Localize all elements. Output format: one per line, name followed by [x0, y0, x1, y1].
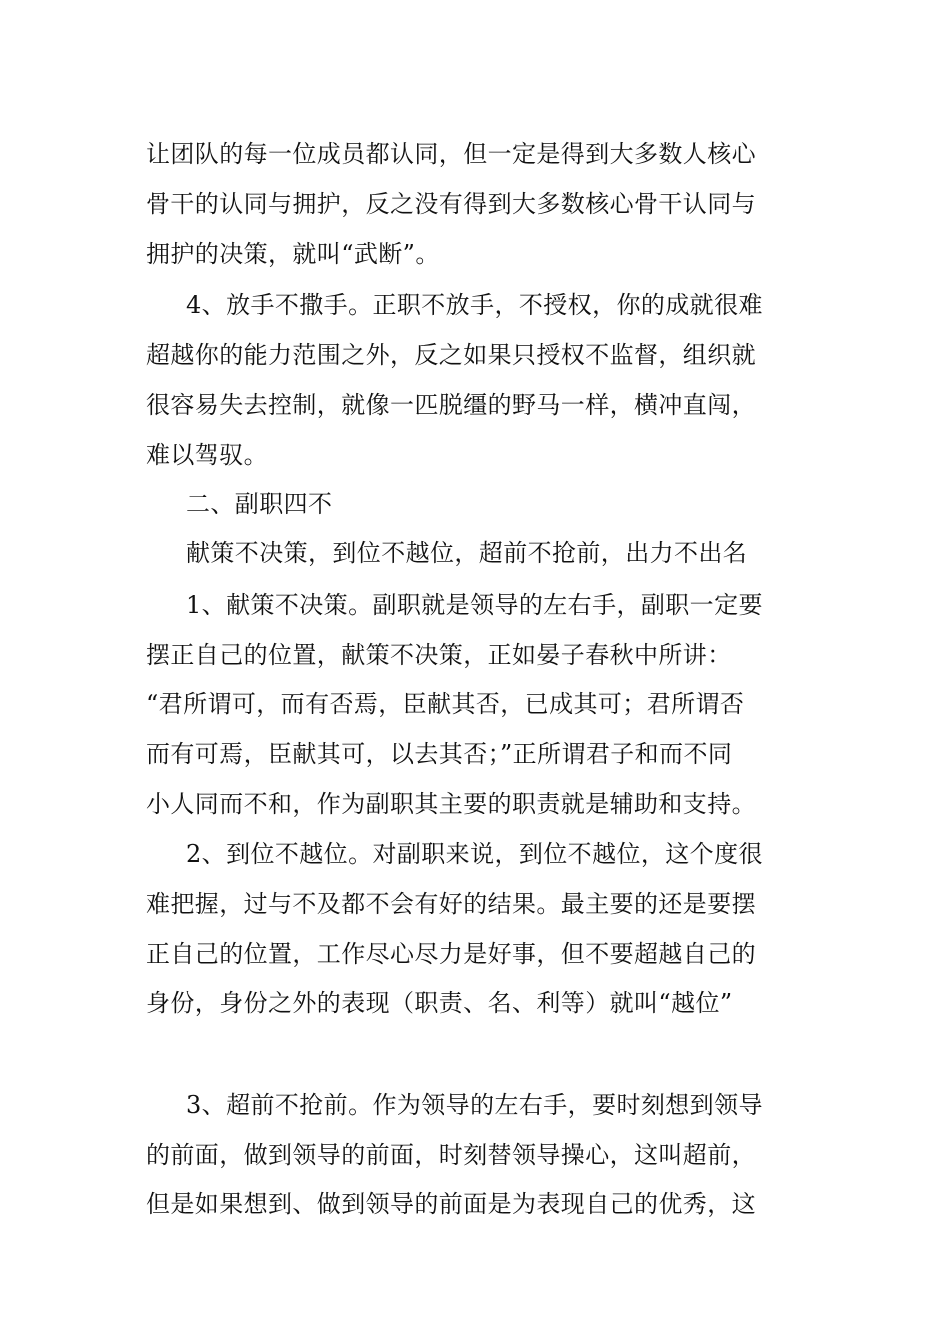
text-line: 2、到位不越位。对副职来说，到位不越位，这个度很	[186, 840, 763, 868]
text-line: 难以驾驭。	[146, 441, 268, 469]
text-line: 3、超前不抢前。作为领导的左右手，要时刻想到领导	[186, 1091, 763, 1119]
text-line: 但是如果想到、做到领导的前面是为表现自己的优秀，这	[146, 1190, 756, 1218]
text-line: 4、放手不撒手。正职不放手，不授权，你的成就很难	[186, 291, 763, 319]
text-line: 骨干的认同与拥护，反之没有得到大多数核心骨干认同与	[146, 190, 756, 218]
text-line: 小人同而不和，作为副职其主要的职责就是辅助和支持。	[146, 790, 756, 818]
text-line: 正自己的位置，工作尽心尽力是好事，但不要超越自己的	[146, 940, 756, 968]
text-line: 而有可焉，臣献其可，以去其否；”正所谓君子和而不同	[146, 740, 733, 768]
section-heading: 二、副职四不	[186, 490, 333, 518]
text-line: 很容易失去控制，就像一匹脱缰的野马一样，横冲直闯，	[146, 391, 756, 419]
summary-line: 献策不决策，到位不越位，超前不抢前，出力不出名	[186, 539, 748, 567]
text-line: 超越你的能力范围之外，反之如果只授权不监督，组织就	[146, 341, 756, 369]
text-line: 身份，身份之外的表现（职责、名、利等）就叫“越位”	[146, 989, 733, 1017]
text-line: 摆正自己的位置，献策不决策，正如晏子春秋中所讲：	[146, 641, 732, 669]
text-line: 1、献策不决策。副职就是领导的左右手，副职一定要	[186, 591, 763, 619]
text-line: 拥护的决策，就叫“武断”。	[146, 240, 440, 268]
text-line: 的前面，做到领导的前面，时刻替领导操心，这叫超前，	[146, 1141, 756, 1169]
text-line: 让团队的每一位成员都认同，但一定是得到大多数人核心	[146, 140, 756, 168]
text-line: 难把握，过与不及都不会有好的结果。最主要的还是要摆	[146, 890, 756, 918]
text-line: “君所谓可，而有否焉，臣献其否，已成其可；君所谓否	[146, 690, 745, 718]
